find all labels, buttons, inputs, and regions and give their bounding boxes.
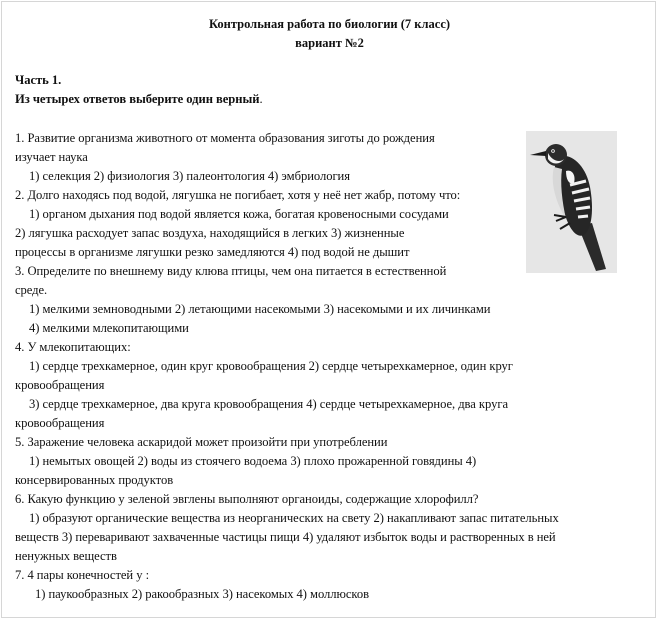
question-1-options: 1) селекция 2) физиология 3) палеонтология 4) эмбриология — [29, 169, 350, 183]
document-title: Контрольная работа по биологии (7 класс) — [208, 17, 451, 31]
question-2-options-cont: процессы в организме лягушки резко замедляются 4) под водой не дышит — [15, 245, 410, 259]
question-4-options-b-cont: кровообращения — [15, 416, 105, 430]
question-5-options: 1) немытых овощей 2) воды из стоячего водоема 3) плохо прожаренной говядины 4) — [29, 454, 477, 468]
question-6-text: 6. Какую функцию у зеленой эвглены выполняют органоиды, содержащие хлорофилл? — [15, 492, 479, 506]
question-3-text: 3. Определите по внешнему виду клюва птицы, чем она питается в естественной — [15, 264, 447, 278]
question-2-option-1: 1) органом дыхания под водой является кожа, богатая кровеносными сосудами — [29, 207, 449, 221]
question-6-options-end: ненужных веществ — [15, 549, 117, 563]
question-4-options-a: 1) сердце трехкамерное, один круг кровообращения 2) сердце четырехкамерное, один круг — [29, 359, 513, 373]
question-5-options-cont: консервированных продуктов — [15, 473, 174, 487]
question-3-option-4: 4) мелкими млекопитающими — [29, 321, 189, 335]
variant-label: вариант №2 — [295, 36, 364, 50]
question-1-text-cont: изучает наука — [15, 150, 88, 164]
question-7-options: 1) паукообразных 2) ракообразных 3) насекомых 4) моллюсков — [35, 587, 369, 601]
question-4-options-b: 3) сердце трехкамерное, два круга кровообращения 4) сердце четырехкамерное, два круга — [29, 397, 508, 411]
question-3-options: 1) мелкими земноводными 2) летающими насекомыми 3) насекомыми и их личинками — [29, 302, 491, 316]
question-6-options: 1) образуют органические вещества из неорганических на свету 2) накапливают запас питательных — [29, 511, 559, 525]
question-7-text: 7. 4 пары конечностей у : — [15, 568, 150, 582]
question-2-options: 2) лягушка расходует запас воздуха, находящийся в легких 3) жизненные — [15, 226, 405, 240]
woodpecker-icon — [526, 131, 617, 273]
question-4-text: 4. У млекопитающих: — [15, 340, 131, 354]
question-4-options-a-cont: кровообращения — [15, 378, 105, 392]
question-3-text-cont: среде. — [15, 283, 48, 297]
instruction-text: Из четырех ответов выберите один верный — [15, 92, 260, 106]
woodpecker-bird-image — [526, 131, 617, 273]
part-instruction — [15, 91, 263, 107]
instruction-period: . — [259, 92, 263, 106]
question-5-text: 5. Заражение человека аскаридой может произойти при употреблении — [15, 435, 388, 449]
question-2-text: 2. Долго находясь под водой, лягушка не погибает, хотя у неё нет жабр, потому что: — [15, 188, 461, 202]
part-label: Часть 1. — [15, 73, 62, 87]
question-6-options-cont: веществ 3) переваривают захваченные частицы пищи 4) удаляют избыток воды и растворенных в ней — [15, 530, 556, 544]
question-1-text: 1. Развитие организма животного от момента образования зиготы до рождения — [15, 131, 435, 145]
